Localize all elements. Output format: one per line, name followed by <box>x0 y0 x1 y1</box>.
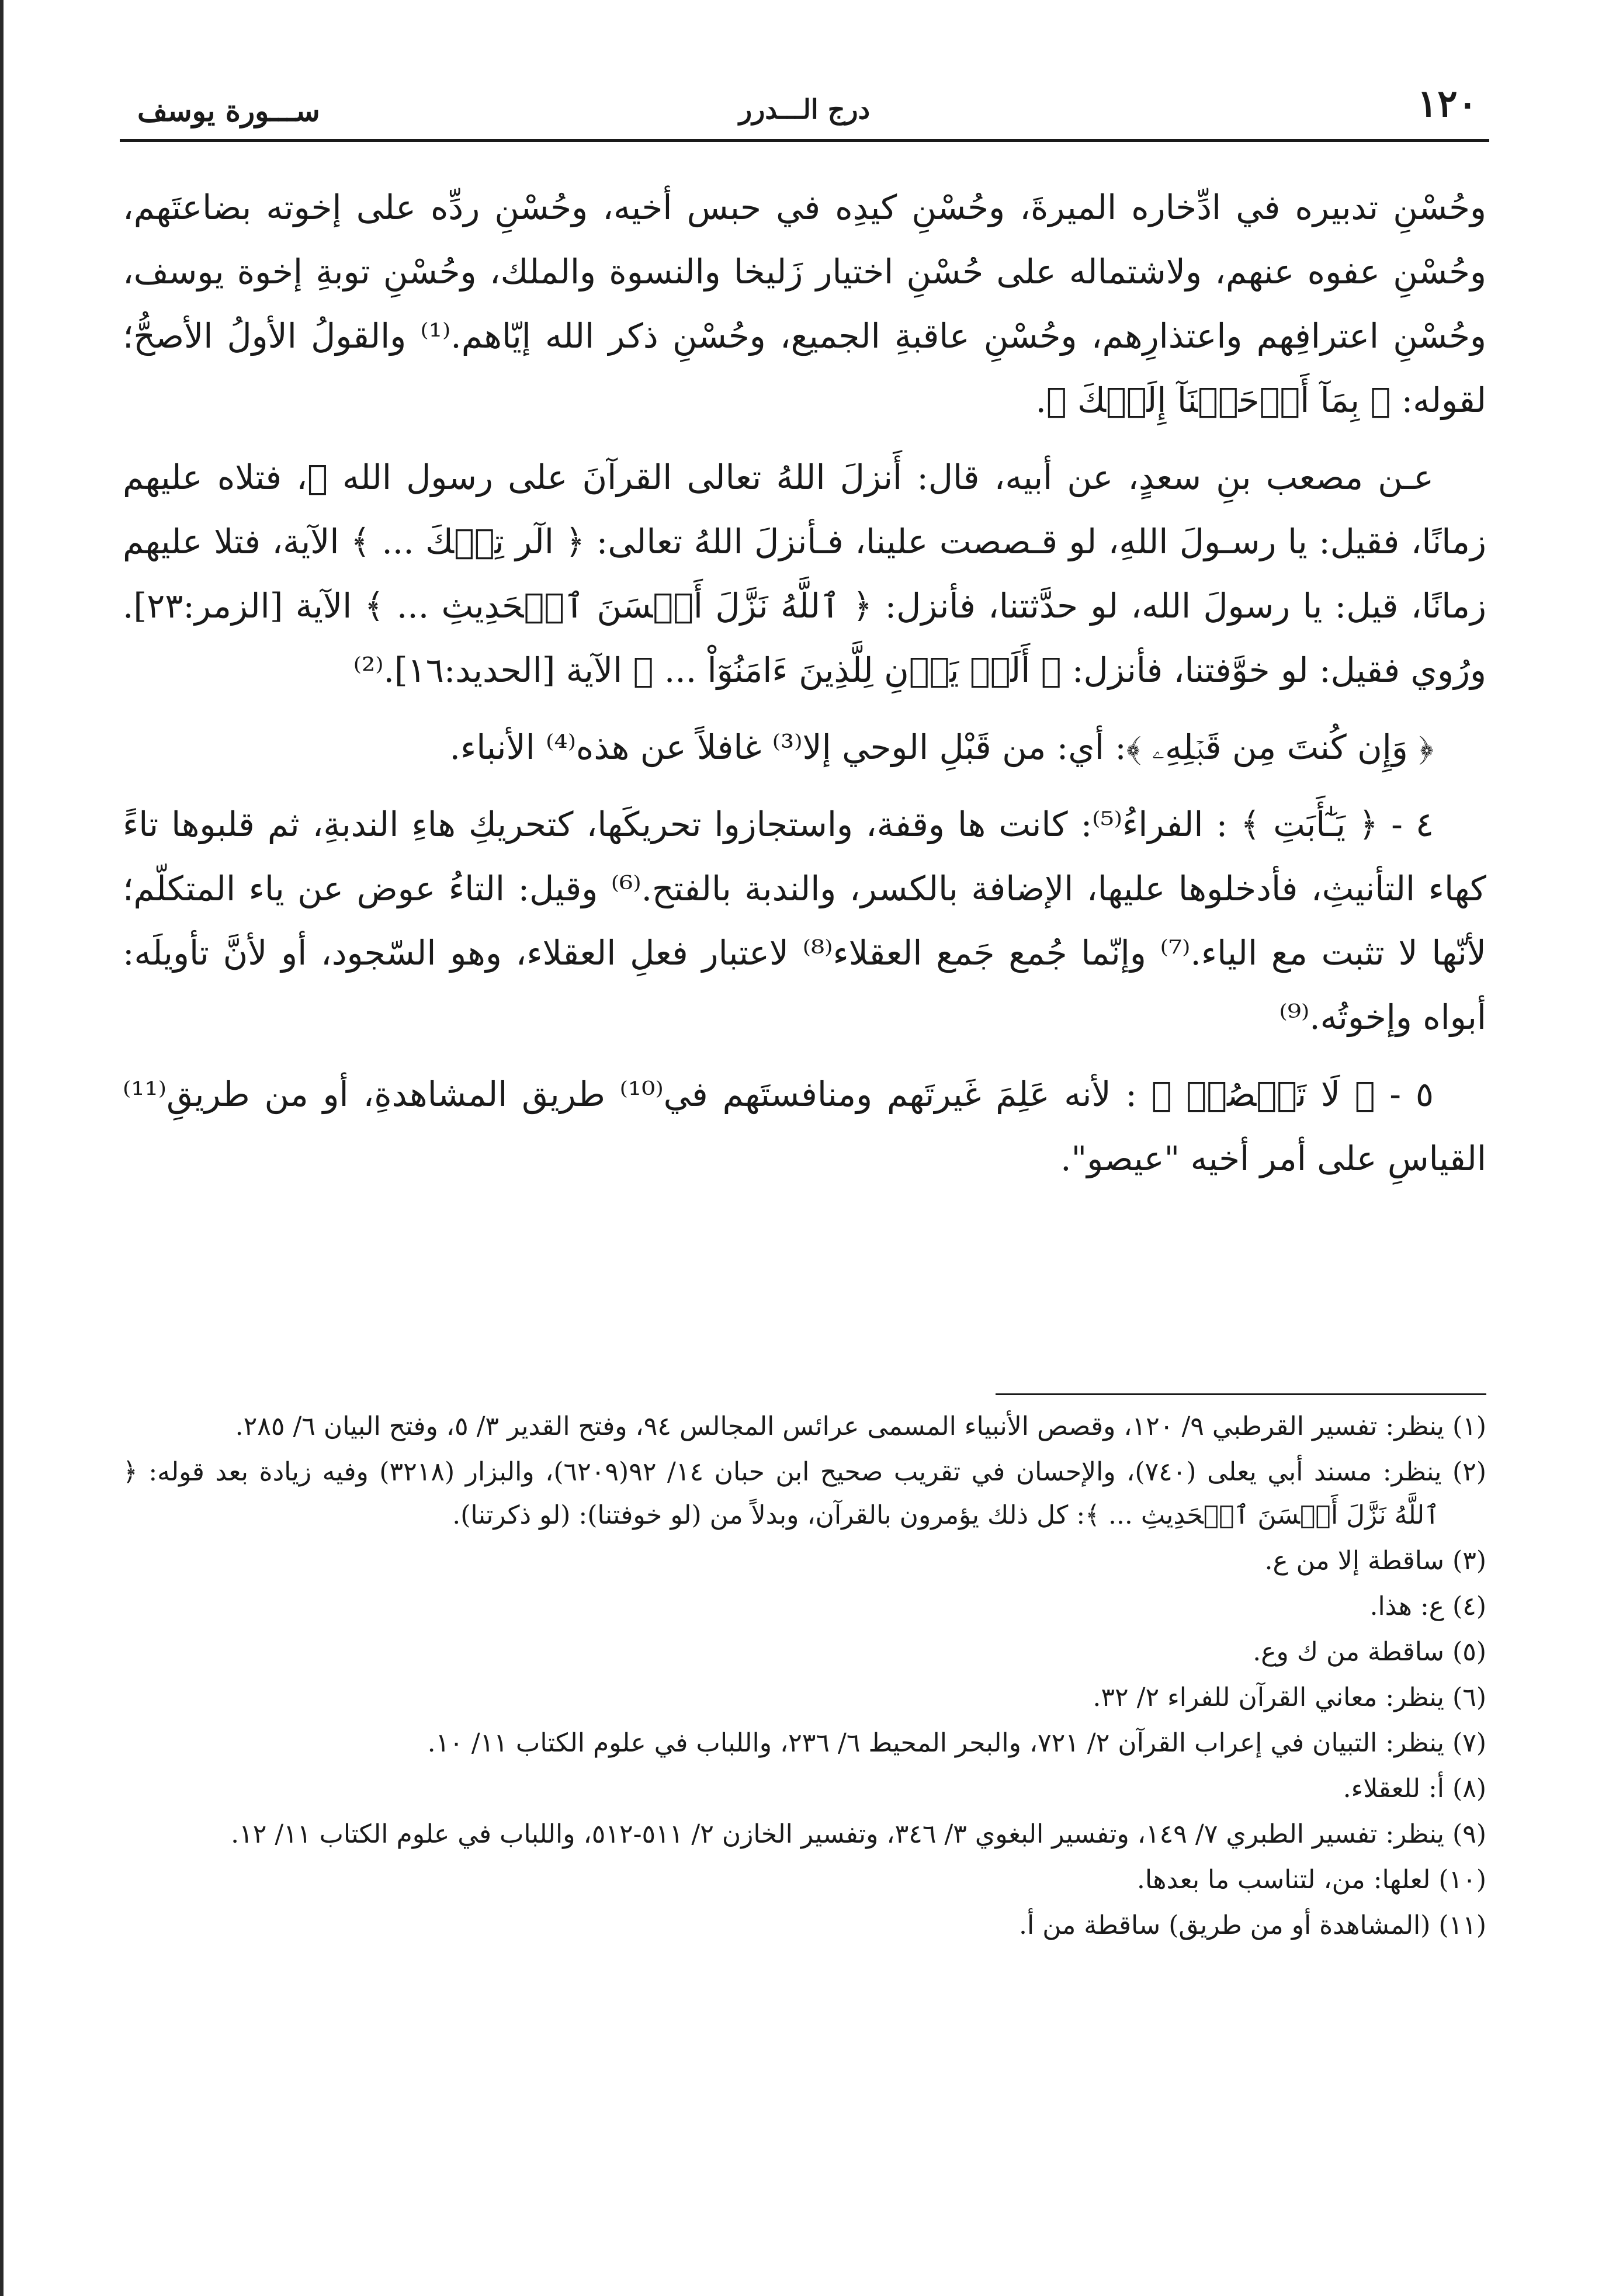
footnote-separator <box>996 1393 1486 1395</box>
paragraph-4: ٤ - ﴿ يَـٰٓأَبَتِ ﴾ : الفراءُ⁽⁵⁾: كانت ها وقفة، واستجازوا تحريكَها، كتحريكِ هاءِ الندبةِ، ثم قلبوها تاءً كهاء التأنيثِ، فأدخلوها عليها، الإضافة بالكسر، والندبة بالفتح.⁽⁶⁾ وقيل: التاءُ عوض عن ياء المتكلّم؛ لأنّها لا تثبت مع الياء.⁽⁷⁾ وإنّما جُمع جَمع العقلاء⁽⁸⁾ لاعتبار فعلِ العقلاء، وهو السّجود، أو لأنَّ تأويلَه: أبواه وإخوتُه.⁽⁹⁾ <box>123 804 1487 1037</box>
footnote-11: (١١) (المشاهدة أو من طريق) ساقطة من أ. <box>1019 1910 1486 1940</box>
footnote-10: (١٠) لعلها: من، لتناسب ما بعدها. <box>1136 1865 1486 1895</box>
scan-edge-shadow <box>0 0 4 2296</box>
footnote-9: (٩) ينظر: تفسير الطبري ٧/ ١٤٩، وتفسير البغوي ٣/ ٣٤٦، وتفسير الخازن ٢/ ٥١١-٥١٢، واللباب في علوم الكتاب ١١/ ١٢. <box>231 1819 1486 1849</box>
paragraph-5: ٥ - ﴿ لَا تَقۡصُصۡ ﴾ : لأنه عَلِمَ غَيرتَهم ومنافستَهم في⁽¹⁰⁾ طريق المشاهدةِ، أو من طريقِ⁽¹¹⁾ القياسِ على أمر أخيه "عيصو". <box>123 1074 1486 1178</box>
footnote-1: (١) ينظر: تفسير القرطبي ٩/ ١٢٠، وقصص الأنبياء المسمى عرائس المجالس ٩٤، وفتح القدير ٣/ ٥، وفتح البيان ٦/ ٢٨٥. <box>235 1411 1486 1441</box>
footnote-3: (٣) ساقطة إلا من ع. <box>1264 1546 1486 1576</box>
main-text <box>123 175 1486 1204</box>
paragraph-2: عـن مصعب بنِ سعدٍ، عن أبيه، قال: أَنزلَ اللهُ تعالى القرآنَ على رسول الله ﷺ، فتلاه عليهم زمانًا، فقيل: يا رسـولَ اللهِ، لو قـصصت علينا، فـأنزلَ اللهُ تعالى: ﴿ الٓر تِلۡكَ ... ﴾ الآية، فتلا عليهم زمانًا، قيل: يا رسولَ الله، لو حدَّثتنا، فأنزل: ﴿ ٱللَّهُ نَزَّلَ أَحۡسَنَ ٱلۡحَدِيثِ ... ﴾ الآية [الزمر:٢٣]. ورُوي فقيل: لو خوَّفتنا، فأنزل: ﴿ أَلَمۡ يَأۡنِ لِلَّذِينَ ءَامَنُوٓاْ ... ﴾ الآية [الحديد:١٦].⁽²⁾ <box>123 457 1486 690</box>
footnote-7: (٧) ينظر: التبيان في إعراب القرآن ٢/ ٧٢١، والبحر المحيط ٦/ ٢٣٦، واللباب في علوم الكتاب ١١/ ١٠. <box>427 1728 1486 1758</box>
page-header <box>120 82 1489 140</box>
surah-name: ســـورة يوسف <box>137 93 320 128</box>
page-number: ١٢٠ <box>1417 82 1478 126</box>
footnote-6: (٦) ينظر: معاني القرآن للفراء ٢/ ٣٢. <box>1093 1683 1486 1712</box>
footnote-4: (٤) ع: هذا. <box>1369 1591 1486 1621</box>
footnote-8: (٨) أ: للعقلاء. <box>1343 1774 1486 1803</box>
header-rule <box>120 139 1489 142</box>
footnote-2: (٢) ينظر: مسند أبي يعلى (٧٤٠)، والإحسان في تقريب صحيح ابن حبان ١٤/ ٩٢(٦٢٠٩)، والبزار (٣٢١٨) وفيه زيادة بعد قوله: ﴿ ٱللَّهُ نَزَّلَ أَحۡسَنَ ٱلۡحَدِيثِ ... ﴾: كل ذلك يؤمرون بالقرآن، وبدلاً من (لو خوفتنا): (لو ذكرتنا). <box>123 1457 1486 1530</box>
footnotes <box>123 1405 1486 1950</box>
running-title: درج الـــدرر <box>738 93 871 125</box>
paragraph-1: وحُسْنِ تدبيره في ادِّخاره الميرةَ، وحُسْنِ كيدِه في حبس أخيه، وحُسْنِ ردِّه على إخوته بضاعتَهم، وحُسْنِ عفوه عنهم، ولاشتماله على حُسْنِ اختيار زَليخا والنسوة والملك، وحُسْنِ توبةِ إخوة يوسف، وحُسْنِ اعترافِهم واعتذارِهم، وحُسْنِ عاقبةِ الجميع، وحُسْنِ ذكر الله إيّاهم.⁽¹⁾ والقولُ الأولُ الأصحُّ؛ لقوله: ﴿ بِمَآ أَوۡحَيۡنَآ إِلَيۡكَ ﴾. <box>123 188 1487 420</box>
footnote-5: (٥) ساقطة من ك وع. <box>1253 1637 1486 1667</box>
paragraph-3: ﴿ وَإِن كُنتَ مِن قَبۡلِهِۦ ﴾: أي: من قَبْلِ الوحي إلا⁽³⁾ غافلاً عن هذه⁽⁴⁾ الأنباء. <box>449 727 1434 767</box>
